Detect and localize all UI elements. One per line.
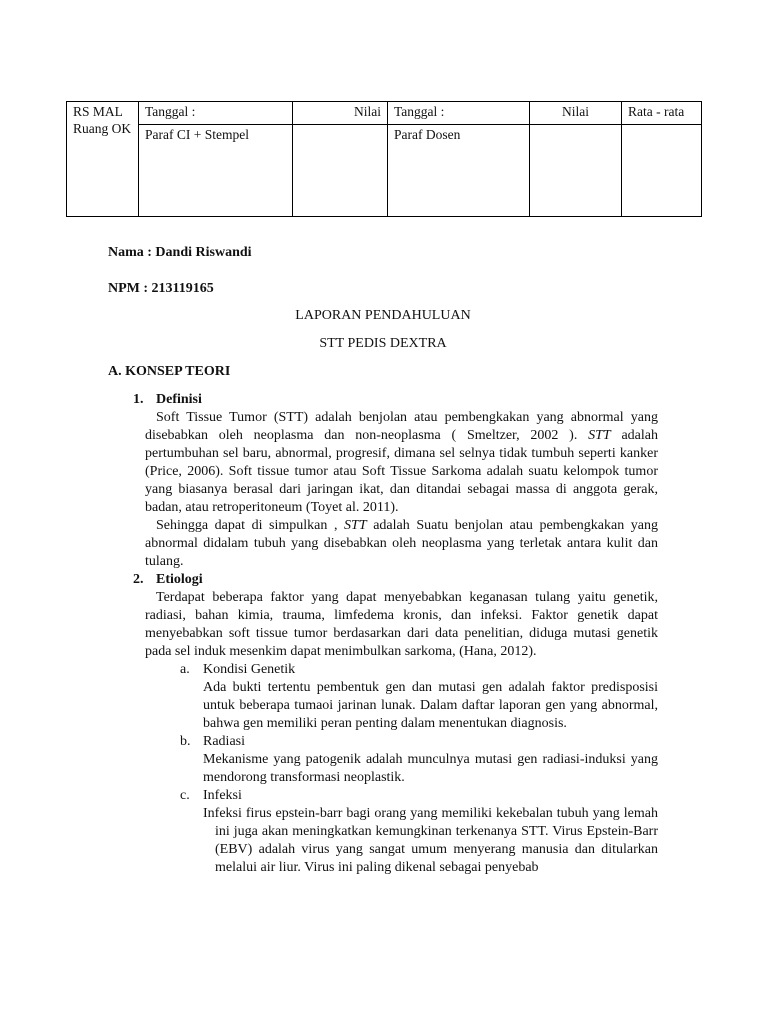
report-content: [108, 244, 658, 877]
definisi-paragraph-1: Soft Tissue Tumor (STT) adalah benjolan atau pembengkakan yang abnormal yang disebabkan oleh neoplasma dan non-neoplasma ( Smeltzer, 2002 ). STT adalah pertumbuhan sel baru, abnormal, progresif, dimana sel selnya tidak tumbuh seperti kanker (Price, 2006). Soft tissue tumor atau Soft Tissue Sarkoma adalah suatu kelompok tumor yang biasanya berasal dari jaringan ikat, dan ditandai sebagai massa di anggota gerak, badan, atau retroperitoneum (Toyet al. 2011).: [145, 410, 658, 515]
definisi-number: 1.: [133, 392, 144, 407]
etiologi-item-b-title: b. Radiasi: [180, 734, 245, 749]
definisi-heading: [108, 391, 658, 409]
etiologi-paragraph: Terdapat beberapa faktor yang dapat menyebabkan keganasan tulang yaitu genetik, radiasi, bahan kimia, trauma, limfedema kronis, dan infeksi. Faktor genetik dapat menyebabkan soft tissue tumor berdasarkan dari data penelitian, diduga mutasi genetik pada sel induk mesenkim dapat menimbulkan sarkoma, (Hana, 2012).: [145, 590, 658, 659]
tanggal-2-cell: Tanggal :: [388, 102, 530, 125]
etiologi-item-c-body: Infeksi firus epstein-barr bagi orang yang memiliki kekebalan tubuh yang lemah ini juga akan meningkatkan kemungkinan terkenanya STT. Virus Epstein-Barr (EBV) adalah virus yang sangat umum menyerang manusia dan ditularkan melalui air liur. Virus ini paling dikenal sebagai penyebab: [203, 806, 658, 875]
etiologi-heading: [108, 571, 658, 589]
etiologi-item-c-title: c. Infeksi: [180, 788, 242, 803]
nilai-2-value-cell: [530, 125, 622, 217]
rata-rata-value-cell: [622, 125, 702, 217]
nilai-2-cell: Nilai: [530, 102, 622, 125]
etiologi-item-b-body: Mekanisme yang patogenik adalah munculnya mutasi gen radiasi-induksi yang mendorong transformasi neoplastik.: [203, 752, 658, 785]
student-npm: NPM : 213119165: [108, 281, 214, 296]
nilai-1-cell: Nilai: [293, 102, 388, 125]
rata-rata-cell: Rata - rata: [622, 102, 702, 125]
report-subtitle: STT PEDIS DEXTRA: [319, 336, 447, 351]
definisi-paragraph-2: Sehingga dapat di simpulkan , STT adalah Suatu benjolan atau pembengkakan yang abnormal didalam tubuh yang disebabkan oleh neoplasma yang terletak antara kulit dan tulang.: [145, 518, 658, 569]
report-title: LAPORAN PENDAHULUAN: [295, 308, 471, 323]
definisi-title: Definisi: [156, 392, 202, 407]
etiologi-item-a-title: a. Kondisi Genetik: [180, 662, 296, 677]
paraf-dosen-cell: Paraf Dosen: [388, 125, 530, 217]
hospital-cell: RS MAL Ruang OK: [67, 102, 139, 217]
nilai-1-value-cell: [293, 125, 388, 217]
paraf-ci-cell: Paraf CI + Stempel: [139, 125, 293, 217]
etiologi-number: 2.: [133, 572, 144, 587]
etiologi-title: Etiologi: [156, 572, 203, 587]
section-a-heading: A. KONSEP TEORI: [108, 364, 231, 379]
etiologi-item-a-body: Ada bukti tertentu pembentuk gen dan mutasi gen adalah faktor predisposisi untuk beberapa tumaoi jarinan lunak. Dalam daftar laporan gen yang abnormal, bahwa gen memiliki peran penting dalam menentukan diagnosis.: [203, 680, 658, 731]
student-name: Nama : Dandi Riswandi: [108, 245, 252, 260]
grading-table: [66, 101, 702, 217]
tanggal-1-cell: Tanggal :: [139, 102, 293, 125]
